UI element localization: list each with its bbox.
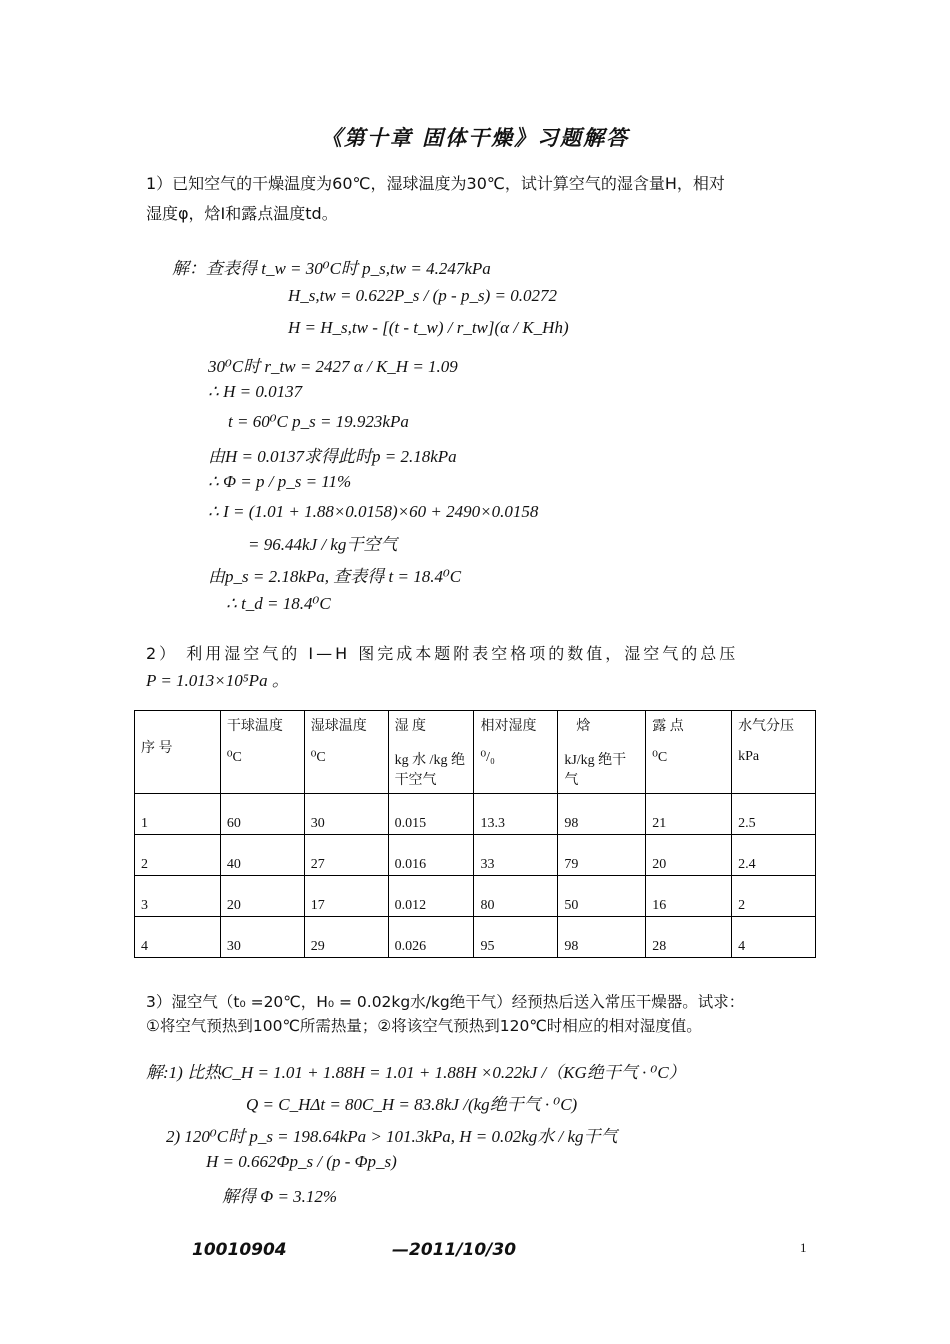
footer-student-id: 10010904 — [192, 1240, 287, 1260]
table-cell: 2.4 — [732, 835, 816, 876]
solution-1-line-12: ∴ t_d = 18.4⁰C — [226, 594, 331, 613]
header-cell-wet-bulb: 湿球温度 ⁰C — [304, 711, 388, 794]
header-cell-dry-bulb: 干球温度 ⁰C — [220, 711, 304, 794]
solution-3-line-4: H = 0.662Φp_s / (p - Φp_s) — [206, 1152, 397, 1171]
table-cell: 2 — [135, 835, 221, 876]
solution-3-line-2: Q = C_HΔt = 80C_H = 83.8kJ /(kg绝干气 · ⁰C) — [246, 1095, 578, 1114]
page-title: 《第十章 固体干燥》习题解答 — [320, 125, 630, 150]
table-cell: 40 — [220, 835, 304, 876]
table-cell: 95 — [474, 917, 558, 958]
table-cell: 0.026 — [388, 917, 474, 958]
table-cell: 0.015 — [388, 794, 474, 835]
header-cell-humidity: 湿 度 kg 水 /kg 绝干空气 — [388, 711, 474, 794]
table-cell: 50 — [558, 876, 646, 917]
table-cell: 4 — [732, 917, 816, 958]
table-row — [135, 876, 816, 917]
header-cell-enthalpy: 焓 kJ/kg 绝干气 — [558, 711, 646, 794]
table-cell: 80 — [474, 876, 558, 917]
header-cell-vapor-pressure: 水气分压 kPa — [732, 711, 816, 794]
humidity-table — [134, 710, 816, 958]
question-1-line-2: 湿度φ，焓I和露点温度td。 — [146, 204, 338, 223]
solution-3-line-1: 解:1) 比热C_H = 1.01 + 1.88H = 1.01 + 1.88H ×0.22kJ /（KG绝干气 · ⁰C） — [146, 1063, 686, 1082]
solution-1-line-1: 解：查表得 t_w = 30⁰C时 p_s,tw = 4.247kPa — [172, 259, 491, 278]
table-cell: 79 — [558, 835, 646, 876]
solution-3-line-5: 解得 Φ = 3.12% — [222, 1187, 338, 1206]
table-cell: 20 — [220, 876, 304, 917]
solution-1-line-7: 由H = 0.0137求得此时p = 2.18kPa — [208, 447, 457, 466]
header-cell-dew-point: 露 点 ⁰C — [646, 711, 732, 794]
table-cell: 98 — [558, 917, 646, 958]
table-cell: 20 — [646, 835, 732, 876]
solution-1-line-9: ∴ I = (1.01 + 1.88×0.0158)×60 + 2490×0.0158 — [208, 502, 539, 521]
question-2-line-2: P = 1.013×10⁵Pa 。 — [146, 671, 289, 690]
table-row — [135, 794, 816, 835]
table-cell: 0.016 — [388, 835, 474, 876]
table-cell: 98 — [558, 794, 646, 835]
table-cell: 16 — [646, 876, 732, 917]
question-2-line-1: 2） 利用湿空气的 I—H 图完成本题附表空格项的数值，湿空气的总压 — [146, 644, 739, 663]
solution-1-line-6: t = 60⁰C p_s = 19.923kPa — [228, 412, 409, 431]
header-cell-index: 序 号 — [135, 711, 221, 794]
table-cell: 30 — [220, 917, 304, 958]
table-cell: 33 — [474, 835, 558, 876]
table-cell: 2 — [732, 876, 816, 917]
footer-date: —2011/10/30 — [392, 1240, 517, 1260]
solution-1-line-10: = 96.44kJ / kg干空气 — [248, 535, 398, 554]
table-cell: 1 — [135, 794, 221, 835]
table-row — [135, 835, 816, 876]
solution-1-line-4: 30⁰C时 r_tw = 2427 α / K_H = 1.09 — [208, 357, 458, 376]
page-number: 1 — [800, 1240, 807, 1255]
solution-1-line-8: ∴ Φ = p / p_s = 11% — [208, 472, 352, 491]
solution-1-line-5: ∴ H = 0.0137 — [208, 382, 303, 401]
table-header-row — [135, 711, 816, 794]
table-cell: 3 — [135, 876, 221, 917]
table-cell: 13.3 — [474, 794, 558, 835]
question-3-line-2: ①将空气预热到100℃所需热量；②将该空气预热到120℃时相应的相对湿度值。 — [146, 1017, 702, 1035]
table-cell: 29 — [304, 917, 388, 958]
table-cell: 60 — [220, 794, 304, 835]
table-cell: 4 — [135, 917, 221, 958]
table-cell: 0.012 — [388, 876, 474, 917]
solution-1-line-11: 由p_s = 2.18kPa, 查表得 t = 18.4⁰C — [208, 567, 462, 586]
table-cell: 21 — [646, 794, 732, 835]
table-cell: 30 — [304, 794, 388, 835]
table-row — [135, 917, 816, 958]
solution-1-line-3: H = H_s,tw - [(t - t_w) / r_tw](α / K_Hh) — [288, 318, 569, 337]
solution-1-line-2: H_s,tw = 0.622P_s / (p - p_s) = 0.0272 — [288, 286, 557, 305]
solution-3-line-3: 2) 120⁰C时 p_s = 198.64kPa > 101.3kPa, H = 0.02kg水 / kg干气 — [166, 1127, 618, 1146]
table-cell: 28 — [646, 917, 732, 958]
question-1-line-1: 1）已知空气的干燥温度为60℃，湿球温度为30℃，试计算空气的湿含量H，相对 — [146, 174, 725, 193]
table-cell: 17 — [304, 876, 388, 917]
table-cell: 27 — [304, 835, 388, 876]
question-3-line-1: 3）湿空气（t₀ =20℃，H₀ = 0.02kg水/kg绝干气）经预热后送入常压干燥器。试求： — [146, 993, 745, 1011]
header-cell-relative-humidity: 相对湿度 ⁰/₀ — [474, 711, 558, 794]
table-cell: 2.5 — [732, 794, 816, 835]
